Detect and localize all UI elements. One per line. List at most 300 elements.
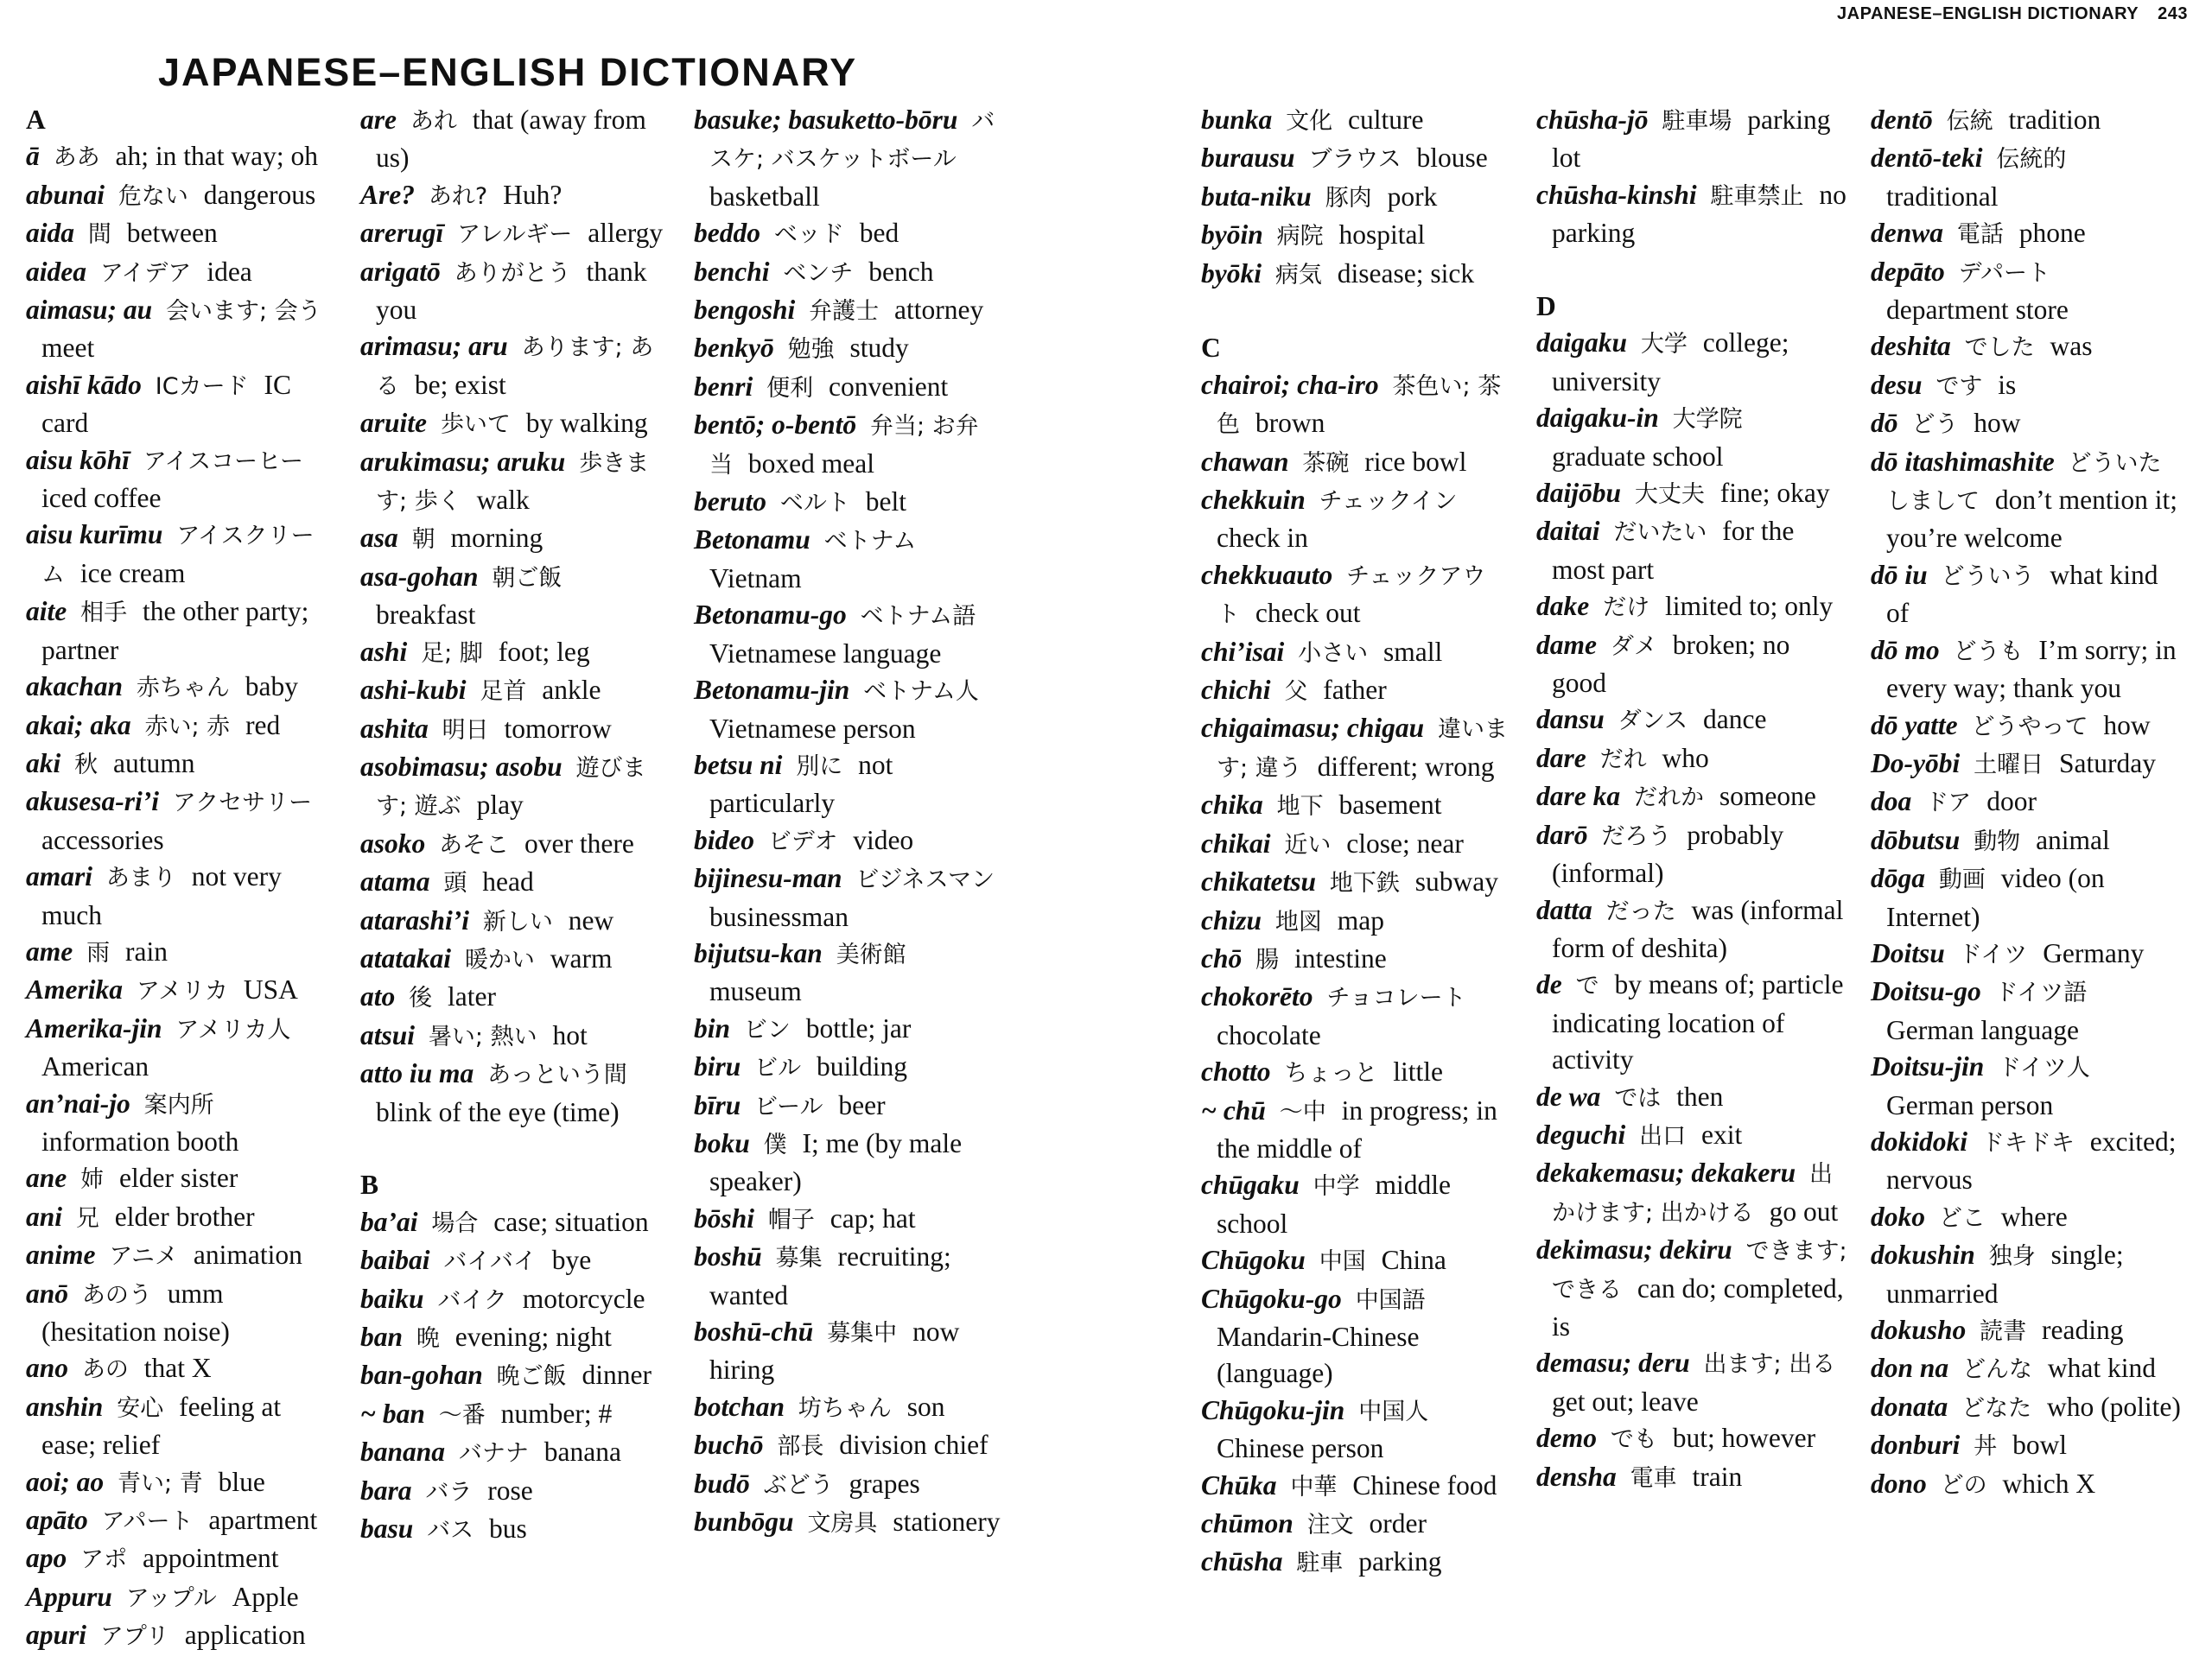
dictionary-entry bbox=[1871, 140, 2182, 215]
entry-definition: application bbox=[184, 1620, 306, 1651]
entry-headword: ame bbox=[26, 936, 73, 967]
dictionary-entry bbox=[26, 1502, 337, 1540]
entry-headword: chikai bbox=[1201, 828, 1271, 859]
dictionary-entry bbox=[1871, 822, 2182, 860]
entry-definition: head bbox=[482, 866, 534, 898]
dictionary-entry bbox=[360, 634, 671, 672]
dictionary-entry bbox=[1871, 102, 2182, 140]
dictionary-entry bbox=[1871, 405, 2182, 443]
entry-headword: datta bbox=[1536, 894, 1592, 925]
entry-definition: German person bbox=[1886, 1089, 2054, 1120]
entry-definition: division chief bbox=[839, 1430, 988, 1461]
dictionary-entry bbox=[1201, 1167, 1512, 1242]
entry-headword: dokushin bbox=[1871, 1240, 1975, 1271]
entry-japanese: アプリ bbox=[99, 1623, 169, 1651]
entry-japanese: どの bbox=[1940, 1471, 1987, 1499]
entry-japanese: どなた bbox=[1961, 1394, 2032, 1422]
dictionary-entry bbox=[694, 254, 1005, 292]
dictionary-entry bbox=[1201, 557, 1512, 634]
entry-japanese: 雨 bbox=[86, 939, 111, 967]
entry-definition: single; unmarried bbox=[1886, 1240, 2124, 1309]
entry-definition: department store bbox=[1886, 295, 2069, 326]
entry-definition: graduate school bbox=[1552, 441, 1724, 472]
entry-japanese: アレルギー bbox=[457, 221, 573, 249]
entry-japanese: ベルト bbox=[779, 490, 850, 517]
entry-definition: foot; leg bbox=[498, 636, 590, 667]
entry-definition: between bbox=[126, 218, 218, 249]
dictionary-entry bbox=[1871, 746, 2182, 784]
entry-definition: don’t mention it; you’re welcome bbox=[1886, 485, 2178, 554]
dictionary-entry bbox=[1871, 1124, 2182, 1199]
entry-japanese: 出口 bbox=[1639, 1122, 1687, 1150]
entry-japanese: バスケ; バスケットボール bbox=[709, 108, 995, 174]
entry-definition: boxed meal bbox=[747, 447, 874, 479]
entry-definition: dangerous bbox=[203, 179, 316, 210]
dictionary-entry bbox=[1871, 1312, 2182, 1350]
column-1 bbox=[26, 102, 337, 1656]
entry-definition: accessories bbox=[41, 824, 164, 855]
entry-headword: Betonamu-jin bbox=[694, 675, 850, 706]
entry-japanese: チェックイン bbox=[1319, 488, 1458, 516]
dictionary-entry bbox=[1871, 707, 2182, 746]
entry-definition: train bbox=[1692, 1461, 1743, 1492]
entry-japanese: 案内所 bbox=[143, 1091, 214, 1119]
entry-definition: recruiting; wanted bbox=[709, 1241, 951, 1310]
dictionary-entry bbox=[1201, 140, 1512, 178]
entry-japanese: あの bbox=[81, 1356, 129, 1384]
dictionary-entry bbox=[694, 1049, 1005, 1087]
entry-definition: motorcycle bbox=[522, 1283, 645, 1314]
dictionary-entry bbox=[360, 102, 671, 177]
entry-headword: de bbox=[1536, 969, 1562, 1000]
entry-definition: convenient bbox=[829, 371, 949, 402]
entry-headword: atatakai bbox=[360, 942, 452, 974]
dictionary-entry bbox=[1201, 826, 1512, 864]
entry-definition: Vietnamese language bbox=[709, 638, 942, 669]
entry-headword: dansu bbox=[1536, 704, 1605, 735]
entry-definition: beer bbox=[838, 1089, 886, 1120]
entry-definition: son bbox=[906, 1391, 945, 1422]
entry-japanese: あそこ bbox=[439, 831, 510, 859]
dictionary-entry bbox=[694, 1011, 1005, 1049]
entry-definition: number; # bbox=[500, 1398, 613, 1429]
entry-definition: basketball bbox=[709, 181, 820, 212]
dictionary-entry bbox=[360, 444, 671, 521]
entry-headword: bunbōgu bbox=[694, 1507, 794, 1538]
entry-japanese: どこ bbox=[1938, 1204, 1986, 1232]
entry-japanese: アイスコーヒー bbox=[143, 447, 304, 475]
entry-japanese: 文房具 bbox=[807, 1510, 878, 1538]
column-4 bbox=[1201, 102, 1512, 1583]
entry-definition: Vietnam bbox=[709, 562, 802, 593]
entry-headword: atarashi’i bbox=[360, 904, 470, 936]
entry-definition: how bbox=[1974, 408, 2021, 439]
entry-definition: check out bbox=[1255, 598, 1361, 629]
entry-headword: budō bbox=[694, 1468, 750, 1499]
dictionary-entry bbox=[1536, 513, 1847, 588]
section-gap bbox=[1536, 252, 1847, 289]
entry-definition: order bbox=[1369, 1508, 1427, 1539]
dictionary-entry bbox=[360, 1396, 671, 1434]
entry-japanese: ダンス bbox=[1618, 707, 1688, 735]
entry-headword: dare ka bbox=[1536, 781, 1621, 812]
entry-headword: benri bbox=[694, 371, 753, 402]
entry-definition: pork bbox=[1387, 181, 1438, 212]
section-gap bbox=[360, 1131, 671, 1167]
dictionary-entry bbox=[26, 1350, 337, 1388]
dictionary-entry bbox=[26, 1276, 337, 1351]
dictionary-entry bbox=[360, 711, 671, 749]
entry-definition: not particularly bbox=[709, 749, 893, 819]
entry-japanese: 丼 bbox=[1974, 1433, 1998, 1461]
entry-headword: baibai bbox=[360, 1245, 430, 1276]
entry-japanese: 相手 bbox=[80, 600, 128, 627]
entry-japanese: あれ? bbox=[428, 182, 488, 210]
entry-headword: dōga bbox=[1871, 863, 1925, 894]
entry-headword: dō iu bbox=[1871, 559, 1928, 590]
dictionary-entry bbox=[26, 669, 337, 707]
entry-headword: Betonamu bbox=[694, 524, 810, 555]
dictionary-entry bbox=[1536, 740, 1847, 778]
dictionary-entry bbox=[26, 367, 337, 442]
dictionary-entry bbox=[694, 522, 1005, 597]
entry-definition: get out; leave bbox=[1552, 1386, 1699, 1417]
entry-headword: doko bbox=[1871, 1201, 1925, 1232]
entry-japanese: 伝統 bbox=[1946, 108, 1993, 135]
entry-japanese: 大学 bbox=[1640, 331, 1688, 358]
entry-japanese: ドイツ bbox=[1958, 941, 2028, 968]
entry-definition: culture bbox=[1348, 105, 1424, 135]
entry-japanese: 歩きます; 歩く bbox=[376, 449, 650, 516]
entry-headword: dekimasu; dekiru bbox=[1536, 1234, 1732, 1266]
entry-japanese: 便利 bbox=[766, 374, 814, 402]
entry-definition: museum bbox=[709, 976, 802, 1007]
entry-headword: demo bbox=[1536, 1423, 1597, 1454]
entry-japanese: 秋 bbox=[74, 751, 99, 778]
entry-definition: building bbox=[817, 1051, 908, 1082]
entry-definition: baby bbox=[245, 671, 299, 702]
entry-headword: dokidoki bbox=[1871, 1126, 1968, 1157]
entry-headword: dō itashimashite bbox=[1871, 446, 2055, 477]
entry-japanese: ドキドキ bbox=[1980, 1129, 2075, 1157]
dictionary-entry bbox=[1536, 627, 1847, 702]
entry-definition: tomorrow bbox=[504, 713, 612, 744]
entry-japanese: あまり bbox=[105, 865, 176, 892]
page-title: JAPANESE–ENGLISH DICTIONARY bbox=[158, 50, 858, 94]
entry-japanese: バラ bbox=[425, 1478, 473, 1506]
entry-headword: Appuru bbox=[26, 1581, 112, 1612]
section-gap bbox=[1201, 294, 1512, 330]
entry-definition: who (polite) bbox=[2047, 1391, 2181, 1422]
entry-headword: Do-yōbi bbox=[1871, 747, 1961, 778]
dictionary-entry bbox=[1536, 1232, 1847, 1345]
entry-definition: I’m sorry; in every way; thank you bbox=[1886, 634, 2177, 704]
dictionary-entry bbox=[360, 177, 671, 215]
entry-japanese: 晩ご飯 bbox=[496, 1363, 567, 1391]
entry-headword: byōin bbox=[1201, 219, 1263, 251]
entry-japanese: 危ない bbox=[118, 182, 188, 210]
entry-japanese: 場合 bbox=[431, 1209, 479, 1237]
running-header bbox=[1837, 4, 2188, 24]
dictionary-entry bbox=[1536, 1420, 1847, 1458]
dictionary-entry bbox=[1536, 1459, 1847, 1497]
entry-japanese: 父 bbox=[1284, 678, 1308, 706]
entry-definition: was (informal form of deshita) bbox=[1552, 894, 1844, 963]
entry-definition: close; near bbox=[1346, 828, 1464, 859]
dictionary-entry bbox=[1871, 974, 2182, 1049]
entry-headword: arigatō bbox=[360, 256, 441, 287]
entry-japanese: 新しい bbox=[482, 908, 553, 936]
dictionary-entry bbox=[1871, 860, 2182, 936]
dictionary-entry bbox=[1201, 1468, 1512, 1506]
running-head-title: JAPANESE–ENGLISH DICTIONARY bbox=[1837, 4, 2139, 23]
entry-headword: an’nai-jo bbox=[26, 1088, 130, 1119]
entry-headword: densha bbox=[1536, 1461, 1617, 1492]
dictionary-entry bbox=[694, 330, 1005, 368]
entry-headword: botchan bbox=[694, 1391, 785, 1422]
dictionary-entry bbox=[360, 1056, 671, 1131]
entry-headword: bōshi bbox=[694, 1202, 755, 1234]
entry-japanese: あのう bbox=[81, 1281, 152, 1309]
entry-headword: dō mo bbox=[1871, 634, 1940, 665]
entry-japanese: 駐車場 bbox=[1662, 108, 1732, 135]
dictionary-entry bbox=[1871, 367, 2182, 405]
dictionary-entry bbox=[694, 484, 1005, 522]
entry-headword: bideo bbox=[694, 824, 754, 855]
dictionary-entry bbox=[26, 1086, 337, 1161]
entry-headword: denwa bbox=[1871, 218, 1944, 249]
entry-definition: go out bbox=[1769, 1196, 1839, 1227]
entry-definition: where bbox=[2000, 1201, 2068, 1232]
entry-definition: how bbox=[2103, 709, 2151, 740]
entry-japanese: あれ bbox=[410, 108, 457, 135]
entry-headword: bunka bbox=[1201, 105, 1273, 135]
entry-headword: Betonamu-go bbox=[694, 600, 847, 631]
entry-definition: IC card bbox=[41, 369, 291, 439]
entry-japanese: チョコレート bbox=[1326, 985, 1466, 1012]
dictionary-entry bbox=[360, 749, 671, 826]
entry-definition: USA bbox=[243, 974, 298, 1006]
dictionary-entry bbox=[1536, 967, 1847, 1078]
entry-headword: dare bbox=[1536, 742, 1586, 773]
entry-definition: reading bbox=[2042, 1315, 2124, 1345]
entry-definition: who bbox=[1662, 742, 1709, 773]
entry-headword: bijutsu-kan bbox=[694, 937, 823, 968]
dictionary-entry bbox=[26, 1160, 337, 1198]
entry-japanese: チェックアウト bbox=[1217, 562, 1486, 629]
entry-headword: chairoi; cha-iro bbox=[1201, 369, 1379, 400]
entry-headword: chizu bbox=[1201, 904, 1262, 936]
entry-japanese: ICカード bbox=[155, 372, 249, 400]
entry-headword: buta-niku bbox=[1201, 181, 1312, 212]
entry-headword: dōbutsu bbox=[1871, 824, 1961, 855]
column-3 bbox=[694, 102, 1005, 1542]
entry-japanese: 違います; 違う bbox=[1217, 716, 1509, 782]
entry-japanese: 病院 bbox=[1276, 223, 1324, 251]
entry-headword: betsu ni bbox=[694, 749, 783, 780]
entry-headword: chūgaku bbox=[1201, 1170, 1300, 1201]
entry-headword: aite bbox=[26, 596, 67, 627]
section-letter: C bbox=[1201, 333, 1221, 364]
entry-japanese: だった bbox=[1605, 898, 1676, 925]
dictionary-entry bbox=[360, 1511, 671, 1549]
dictionary-entry bbox=[1201, 903, 1512, 941]
dictionary-entry bbox=[26, 1011, 337, 1086]
entry-definition: banana bbox=[543, 1437, 621, 1468]
entry-definition: apartment bbox=[208, 1505, 318, 1536]
entry-headword: dake bbox=[1536, 591, 1590, 622]
entry-japanese: だろう bbox=[1601, 822, 1672, 850]
entry-definition: father bbox=[1323, 675, 1387, 706]
entry-headword: daigaku-in bbox=[1536, 403, 1659, 434]
entry-japanese: 〜番 bbox=[438, 1401, 486, 1429]
entry-definition: dance bbox=[1703, 704, 1767, 735]
entry-japanese: アパート bbox=[101, 1508, 194, 1536]
entry-japanese: ぶどう bbox=[763, 1471, 834, 1499]
dictionary-entry bbox=[1201, 979, 1512, 1054]
entry-japanese: 地下鉄 bbox=[1329, 870, 1400, 898]
dictionary-entry bbox=[1871, 1350, 2182, 1388]
entry-headword: apo bbox=[26, 1543, 67, 1574]
dictionary-entry bbox=[1871, 1427, 2182, 1465]
entry-japanese: ベンチ bbox=[783, 259, 854, 287]
entry-headword: basu bbox=[360, 1513, 414, 1545]
dictionary-entry bbox=[26, 1389, 337, 1464]
dictionary-entry bbox=[1536, 475, 1847, 513]
entry-headword: apuri bbox=[26, 1620, 87, 1651]
entry-headword: aimasu; au bbox=[26, 295, 153, 326]
entry-definition: video (on Internet) bbox=[1886, 863, 2105, 932]
entry-headword: Doitsu-jin bbox=[1871, 1051, 1985, 1082]
entry-headword: ban-gohan bbox=[360, 1360, 483, 1391]
entry-definition: businessman bbox=[709, 901, 849, 932]
entry-japanese: だれか bbox=[1634, 784, 1704, 812]
entry-japanese: 頭 bbox=[443, 870, 467, 898]
entry-definition: bottle; jar bbox=[805, 1012, 912, 1044]
entry-headword: anō bbox=[26, 1278, 69, 1309]
entry-headword: ane bbox=[26, 1163, 67, 1194]
entry-japanese: 独身 bbox=[1988, 1243, 2036, 1271]
entry-japanese: デパート bbox=[1958, 259, 2050, 287]
entry-japanese: 中国語 bbox=[1355, 1286, 1426, 1314]
entry-headword: aisu kurīmu bbox=[26, 519, 163, 550]
entry-definition: probably (informal) bbox=[1552, 819, 1784, 889]
entry-headword: abunai bbox=[26, 179, 105, 210]
dictionary-entry bbox=[360, 215, 671, 253]
entry-definition: was bbox=[2050, 331, 2093, 362]
entry-headword: chigaimasu; chigau bbox=[1201, 713, 1425, 744]
entry-japanese: あっという間 bbox=[487, 1062, 627, 1089]
dictionary-entry bbox=[1201, 941, 1512, 979]
entry-definition: blink of the eye (time) bbox=[376, 1096, 620, 1127]
entry-japanese: 帽子 bbox=[767, 1206, 815, 1234]
dictionary-entry bbox=[26, 177, 337, 215]
entry-definition: breakfast bbox=[376, 600, 476, 631]
dictionary-entry bbox=[360, 1473, 671, 1511]
left-page bbox=[0, 0, 1106, 1651]
dictionary-entry bbox=[360, 864, 671, 902]
entry-definition: thank you bbox=[376, 256, 647, 326]
entry-japanese: どういう bbox=[1941, 562, 2035, 590]
dictionary-entry bbox=[26, 934, 337, 972]
entry-japanese: あります; ある bbox=[376, 334, 654, 400]
dictionary-entry bbox=[26, 972, 337, 1010]
dictionary-entry bbox=[26, 1464, 337, 1502]
entry-headword: daigaku bbox=[1536, 327, 1628, 358]
entry-definition: not very much bbox=[41, 861, 282, 930]
entry-headword: dō bbox=[1871, 408, 1898, 439]
entry-headword: ashi bbox=[360, 636, 408, 667]
entry-japanese: 小さい bbox=[1298, 639, 1369, 667]
entry-headword: buchō bbox=[694, 1430, 764, 1461]
dictionary-entry bbox=[26, 1579, 337, 1617]
entry-headword: chikatetsu bbox=[1201, 866, 1317, 898]
entry-japanese: 足; 脚 bbox=[421, 639, 483, 667]
entry-japanese: ベッド bbox=[773, 221, 844, 249]
entry-japanese: です bbox=[1936, 372, 1983, 400]
dictionary-entry bbox=[694, 1088, 1005, 1126]
entry-definition: belt bbox=[865, 486, 907, 517]
dictionary-entry bbox=[26, 1540, 337, 1578]
entry-definition: blue bbox=[218, 1466, 265, 1497]
entry-headword: daitai bbox=[1536, 516, 1600, 547]
dictionary-entry bbox=[1871, 557, 2182, 632]
entry-definition: door bbox=[1986, 786, 2037, 817]
entry-headword: depāto bbox=[1871, 256, 1945, 287]
entry-definition: the other party; partner bbox=[41, 596, 309, 665]
entry-japanese: ダメ bbox=[1610, 632, 1657, 660]
dictionary-entry bbox=[1201, 217, 1512, 255]
dictionary-entry bbox=[1201, 864, 1512, 902]
entry-headword: Doitsu bbox=[1871, 937, 1945, 968]
entry-headword: apāto bbox=[26, 1505, 88, 1536]
entry-definition: be; exist bbox=[414, 369, 506, 400]
entry-headword: ashita bbox=[360, 713, 429, 744]
entry-japanese: 明日 bbox=[442, 716, 489, 744]
entry-definition: I; me (by male speaker) bbox=[709, 1127, 963, 1197]
entry-japanese: ありがとう bbox=[454, 259, 571, 287]
entry-definition: what kind bbox=[2047, 1353, 2157, 1384]
dictionary-entry bbox=[694, 1389, 1005, 1427]
entry-headword: atsui bbox=[360, 1019, 416, 1050]
entry-japanese: 別に bbox=[796, 752, 843, 780]
entry-japanese: ビール bbox=[754, 1093, 823, 1120]
entry-headword: dō yatte bbox=[1871, 709, 1958, 740]
entry-headword: asoko bbox=[360, 828, 426, 859]
entry-headword: chawan bbox=[1201, 446, 1289, 477]
entry-japanese: アイデア bbox=[99, 259, 192, 287]
entry-japanese: アップル bbox=[125, 1584, 217, 1612]
entry-japanese: 美術館 bbox=[836, 941, 906, 968]
entry-japanese: では bbox=[1614, 1084, 1662, 1112]
entry-japanese: 青い; 青 bbox=[118, 1469, 203, 1497]
entry-headword: donata bbox=[1871, 1391, 1948, 1422]
dictionary-entry bbox=[1201, 1544, 1512, 1582]
dictionary-entry bbox=[1871, 254, 2182, 329]
dictionary-entry bbox=[1871, 1389, 2182, 1427]
page-number: 243 bbox=[2158, 4, 2188, 23]
entry-japanese: 中学 bbox=[1313, 1173, 1360, 1201]
dictionary-entry bbox=[360, 1434, 671, 1472]
entry-headword: aida bbox=[26, 218, 75, 249]
dictionary-entry bbox=[360, 903, 671, 941]
entry-headword: bin bbox=[694, 1012, 731, 1044]
entry-japanese: どんな bbox=[1962, 1356, 2033, 1384]
dictionary-entry bbox=[1871, 215, 2182, 253]
dictionary-entry bbox=[1871, 328, 2182, 366]
entry-headword: asa-gohan bbox=[360, 561, 479, 592]
entry-headword: bijinesu-man bbox=[694, 863, 842, 894]
